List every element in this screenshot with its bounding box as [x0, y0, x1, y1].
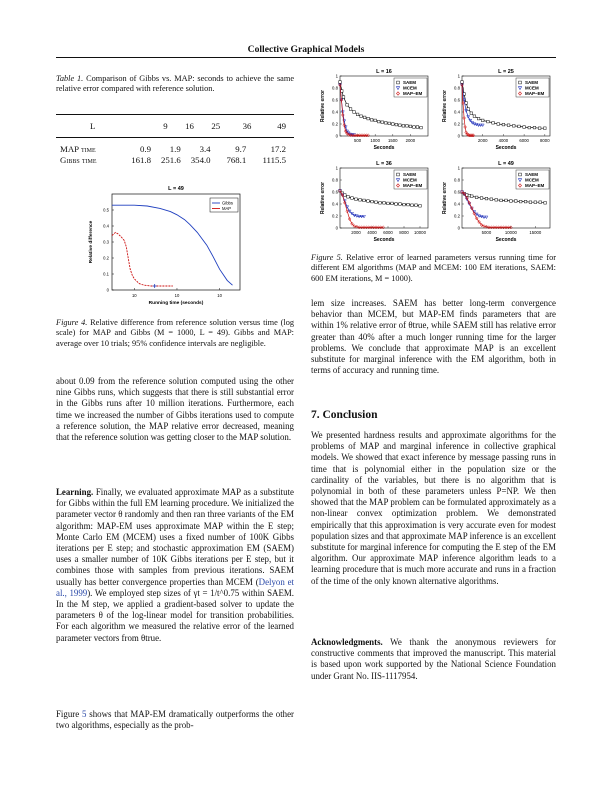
panel-2 — [442, 69, 550, 151]
y-tick-label: 0.2 — [332, 213, 338, 219]
data-point — [473, 115, 476, 118]
data-point — [346, 104, 349, 107]
data-point — [495, 199, 498, 202]
chart-title: L = 49 — [168, 186, 184, 192]
y-tick-label: 0.4 — [454, 201, 460, 207]
legend-label: MCEM — [525, 177, 539, 183]
table1-header-cell: 36 — [242, 121, 252, 131]
x-tick-label: 1000 — [370, 138, 380, 143]
data-point — [514, 200, 517, 203]
data-point — [533, 126, 536, 129]
x-tick-label: 8000 — [399, 230, 409, 235]
panel-4 — [442, 161, 550, 243]
data-point — [502, 123, 505, 126]
y-axis-label: Relative error — [442, 181, 448, 215]
data-point — [395, 203, 398, 206]
legend-marker — [397, 173, 400, 176]
legend-label: MAP–EM — [525, 91, 545, 97]
table1-cell: 251.6 — [160, 155, 181, 165]
data-point — [411, 204, 414, 207]
data-point — [381, 121, 384, 124]
y-tick-label: 0.8 — [454, 85, 460, 91]
y-tick-label: 0.2 — [454, 213, 460, 219]
legend-label: MCEM — [525, 85, 539, 91]
data-point — [353, 111, 356, 114]
table1-cell: 17.2 — [270, 144, 286, 154]
table1-header — [56, 121, 294, 131]
y-tick-label: 0.4 — [103, 223, 109, 229]
data-point — [461, 81, 464, 84]
data-point — [524, 200, 527, 203]
figure5-chart — [314, 64, 558, 248]
data-point — [485, 197, 488, 200]
conclusion-paragraph: We presented hardness results and approximate algorithms for the problems of MAP and marginal inference in collective graphical models. We showed that exact inference by message passing runs in time that is polynomial either in the population size or the cardinality of the variables, but there is no algorithm that is polynomial in both of these parameters unless P=NP. We then showed that the MAP problem can be formulated approximately as a non-linear convex optimization problem. We demonstrated empirically that this approximation is very accurate even for modest population sizes and that approximate MAP inference is an excellent substitute for marginal inference for computing the E step of the EM algorithm. Our approximate MAP inference algorithm leads to a learning procedure that is much more accurate and runs in a fraction of the time of the only known alternative algorithms. — [311, 430, 556, 586]
header-rule — [56, 57, 556, 58]
y-tick-label: 0.2 — [332, 121, 338, 127]
data-point — [359, 199, 362, 202]
data-point — [402, 125, 405, 128]
figure5-caption-label: Figure 5. — [311, 253, 343, 262]
data-point — [360, 115, 363, 118]
legend-label: MAP–EM — [403, 183, 423, 189]
y-tick-label: 1 — [457, 73, 460, 79]
data-point — [387, 202, 390, 205]
table1-cell: 354.0 — [190, 155, 211, 165]
data-point — [367, 200, 370, 203]
ack-paragraph — [311, 637, 556, 682]
y-axis-label: Relative error — [320, 89, 326, 123]
data-point — [507, 124, 510, 127]
data-point — [512, 125, 515, 128]
data-point — [383, 202, 386, 205]
figure5-caption-text: Relative error of learned parameters versus running time for different EM algorithms (MAP and MCEM: 100 EM iterations, SAEM: 600 EM iterations, M = 1000). — [311, 253, 556, 283]
data-point — [481, 119, 484, 122]
table1-caption-label: Table 1. — [56, 74, 84, 83]
table1-cell: 768.1 — [226, 155, 247, 165]
figure4-caption-label: Figure 4. — [56, 318, 88, 327]
y-tick-label: 0.6 — [454, 189, 460, 195]
x-tick-label: 4000 — [498, 138, 509, 143]
data-point — [349, 108, 352, 111]
data-point — [403, 203, 406, 206]
x-tick-label: 2000 — [405, 138, 416, 143]
panel-1 — [320, 69, 428, 151]
fig5-ref-post: shows that MAP-EM dramatically outperforms the other two algorithms, especially as the prob- — [56, 709, 294, 731]
legend-label: MAP–EM — [525, 183, 545, 189]
x-tick-label: 6000 — [519, 138, 529, 143]
ack-body: We thank the anonymous reviewers for constructive comments that improved the manuscript. This material is based upon work supported by the National Science Foundation under Grant No. IIS-1117954. — [311, 637, 556, 681]
series-line-map — [112, 232, 173, 286]
figure4-chart — [80, 180, 250, 306]
y-tick-label: 0 — [335, 133, 338, 139]
x-tick-label: 4000 — [367, 230, 377, 235]
x-axis-label: Seconds — [495, 237, 517, 243]
data-point — [356, 113, 359, 116]
data-point — [528, 126, 531, 129]
data-point — [529, 201, 532, 204]
data-point — [375, 201, 378, 204]
data-point — [407, 203, 410, 206]
data-point — [413, 126, 416, 129]
learning-paragraph — [56, 487, 294, 644]
y-axis-label: Relative error — [320, 181, 326, 215]
legend-label: MCEM — [403, 85, 417, 91]
data-point — [523, 126, 526, 129]
legend-marker — [397, 81, 400, 84]
x-tick-label: 6000 — [383, 230, 393, 235]
x-tick-label: 2000 — [477, 138, 488, 143]
x-tick-label: 5000 — [481, 230, 492, 235]
table1-body — [56, 144, 294, 166]
figure4-caption — [56, 318, 294, 349]
right-paragraph: lem size increases. SAEM has better long-term convergence behavior than MCEM, but MAP-EM finds parameters that are within 1% relative error of θtrue, while SAEM still has relative error greater than 40% after a much longer running time for the larger problems. We conclude that approximate MAP is an excellent substitute for marginal inference with the EM algorithm, both in terms of accuracy and running time. — [311, 298, 556, 376]
legend-label: MAP–EM — [403, 91, 423, 97]
data-point — [544, 127, 547, 130]
y-tick-label: 0 — [106, 287, 109, 293]
table1-caption-text: Comparison of Gibbs vs. MAP: seconds to achieve the same relative error compared with reference solution. — [56, 74, 294, 94]
table1-cell: 1115.5 — [262, 155, 286, 165]
data-point — [399, 124, 402, 127]
y-tick-label: 0.5 — [103, 207, 109, 213]
data-point — [339, 81, 342, 84]
legend-label: Gibbs — [222, 200, 233, 206]
table1-header-cell: 9 — [163, 121, 168, 131]
legend-label: SAEM — [403, 172, 417, 178]
data-point — [477, 117, 480, 120]
y-tick-label: 0.4 — [332, 201, 338, 207]
crossing-marker — [153, 284, 157, 288]
y-tick-label: 0.2 — [103, 255, 109, 261]
data-point — [342, 96, 345, 99]
data-point — [367, 117, 370, 120]
learning-body-2: ). We employed step sizes of γt = 1/t^0.75 within SAEM. In the M step, we applied a gradient-based solver to update the parameters θ of the log-linear model for transition probabilities. For each algorithm we measured the relative error of the learned parameter vectors from θtrue. — [56, 587, 294, 643]
y-tick-label: 0 — [335, 225, 338, 231]
table1-mid-rule — [56, 137, 294, 138]
y-tick-label: 0.1 — [103, 271, 109, 277]
data-point — [480, 197, 483, 200]
data-point — [374, 119, 377, 122]
data-point — [370, 119, 373, 122]
x-tick-label: 10 — [217, 293, 222, 298]
ack-heading: Acknowledgments. — [311, 637, 383, 647]
data-point — [419, 205, 422, 208]
data-point — [420, 126, 423, 129]
x-axis-label: Running time (seconds) — [148, 301, 204, 306]
y-tick-label: 0.6 — [332, 97, 338, 103]
data-point — [470, 195, 473, 198]
legend-label: MCEM — [403, 177, 417, 183]
data-point — [500, 199, 503, 202]
data-point — [544, 202, 547, 205]
y-tick-label: 0.8 — [454, 177, 460, 183]
y-tick-label: 0.8 — [332, 177, 338, 183]
data-point — [416, 126, 419, 129]
x-axis-label: Seconds — [373, 237, 395, 243]
table1-cell: 9.7 — [235, 144, 247, 154]
data-point — [399, 203, 402, 206]
data-point — [351, 197, 354, 200]
panel-3 — [320, 161, 428, 243]
data-point — [363, 116, 366, 119]
data-point — [384, 122, 387, 125]
legend-label: MAP — [222, 206, 232, 211]
data-point — [497, 123, 500, 126]
table1-cell: 3.4 — [199, 144, 211, 154]
y-axis-label: Relative error — [442, 89, 448, 123]
left-paragraph: about 0.09 from the reference solution computed using the other nine Gibbs runs, which suggests that there is still substantial error in the Gibbs runs after 10 million iterations. Furthermore, each time we increased the number of Gibbs iterations used to compute a reference solution, the MAP relative error decreased, meaning that the reference solution was getting closer to the MAP solution. — [56, 376, 294, 443]
fig5-ref-paragraph — [56, 709, 294, 731]
table1-header-cell: 25 — [211, 121, 221, 131]
series-line-gibbs — [112, 205, 233, 285]
data-point — [538, 127, 541, 130]
y-tick-label: 0 — [457, 225, 460, 231]
data-point — [388, 122, 391, 125]
y-axis-label: Relative difference — [89, 220, 94, 264]
data-point — [534, 201, 537, 204]
running-head: Collective Graphical Models — [247, 44, 365, 55]
table1-row-label: Gibbs time — [60, 155, 97, 165]
table1-row-label: MAP time — [60, 144, 96, 154]
figure5-link[interactable]: 5 — [82, 709, 87, 719]
legend-marker — [519, 81, 522, 84]
y-tick-label: 0.6 — [454, 97, 460, 103]
panel-title: L = 16 — [376, 69, 392, 75]
x-tick-label: 10 — [174, 293, 180, 298]
data-point — [539, 201, 542, 204]
citation-link[interactable]: Delyon et al., 1999 — [56, 576, 294, 598]
table-row — [56, 155, 294, 166]
table1-header-cell: L — [90, 121, 96, 131]
y-tick-label: 0.4 — [332, 109, 338, 115]
figure5-caption — [311, 253, 556, 284]
data-point — [379, 202, 382, 205]
data-point — [363, 199, 366, 202]
series-line — [462, 192, 545, 203]
data-point — [409, 125, 412, 128]
panel-title: L = 36 — [376, 161, 392, 167]
data-point — [392, 123, 395, 126]
data-point — [492, 122, 495, 125]
x-tick-label: 10000 — [504, 230, 517, 235]
y-tick-label: 0.4 — [454, 109, 460, 115]
table1-cell: 161.8 — [131, 155, 151, 165]
y-tick-label: 1 — [335, 165, 338, 171]
x-tick-label: 500 — [354, 138, 362, 143]
x-axis-label: Seconds — [495, 145, 517, 151]
data-point — [371, 200, 374, 203]
data-point — [355, 198, 358, 201]
legend-label: SAEM — [525, 172, 539, 178]
y-tick-label: 0.2 — [454, 121, 460, 127]
table-row — [56, 144, 294, 155]
data-point — [519, 200, 522, 203]
data-point — [475, 196, 478, 199]
x-tick-label: 10000 — [414, 230, 426, 235]
legend-marker — [519, 173, 522, 176]
legend-label: SAEM — [403, 80, 417, 86]
table1-caption — [56, 74, 294, 95]
table1-header-cell: 16 — [185, 121, 194, 131]
figure4-caption-text: Relative difference from reference solution versus time (log scale) for MAP and Gibbs (M = 1000, L = 49). Gibbs and MAP: average over 10 trials; 95% confidence intervals are negligible. — [56, 318, 294, 348]
data-point — [487, 120, 490, 123]
data-point — [395, 123, 398, 126]
section-title: 7. Conclusion — [311, 409, 378, 421]
x-tick-label: 8000 — [540, 138, 550, 143]
data-point — [510, 200, 513, 203]
table1-cell: 1.9 — [169, 144, 181, 154]
data-point — [470, 112, 473, 115]
table1 — [56, 114, 294, 166]
x-axis-label: Seconds — [373, 145, 395, 151]
table1-cell: 0.9 — [139, 144, 151, 154]
x-tick-label: 1500 — [388, 138, 398, 143]
data-point — [377, 120, 380, 123]
x-tick-label: 2000 — [351, 230, 361, 235]
data-point — [391, 202, 394, 205]
table1-header-cell: 49 — [277, 121, 286, 131]
legend-label: SAEM — [525, 80, 539, 86]
panel-title: L = 25 — [498, 69, 514, 75]
y-tick-label: 1 — [457, 165, 460, 171]
data-point — [347, 196, 350, 199]
y-tick-label: 0 — [457, 133, 460, 139]
data-point — [490, 198, 493, 201]
y-tick-label: 1 — [335, 73, 338, 79]
series-line — [340, 85, 368, 135]
learning-body-1: Finally, we evaluated approximate MAP as a substitute for Gibbs within the full EM learning procedure. We initialized the parameter vector θ randomly and then ran three variants of the EM algorithm: MAP-EM uses approximate MAP within the E step; Monte Carlo EM (MCEM) uses a fixed number of 100K Gibbs iterations per E step; and stochastic approximation EM (SAEM) uses a smaller number of 10K Gibbs iterations per E step, but it combines those with samples from previous iterations. SAEM usually has better convergence properties than MCEM ( — [56, 487, 294, 587]
data-point — [415, 204, 418, 207]
data-point — [465, 102, 468, 105]
y-tick-label: 0.3 — [103, 239, 109, 245]
y-tick-label: 0.6 — [332, 189, 338, 195]
learning-heading: Learning. — [56, 487, 94, 497]
y-tick-label: 0.8 — [332, 85, 338, 91]
data-point — [505, 199, 508, 202]
x-tick-label: 10 — [131, 293, 137, 298]
data-point — [518, 125, 521, 128]
x-tick-label: 15000 — [529, 230, 542, 235]
panel-title: L = 49 — [498, 161, 514, 167]
table1-top-rule — [56, 114, 294, 115]
data-point — [406, 125, 409, 128]
fig5-ref-pre: Figure — [56, 709, 82, 719]
